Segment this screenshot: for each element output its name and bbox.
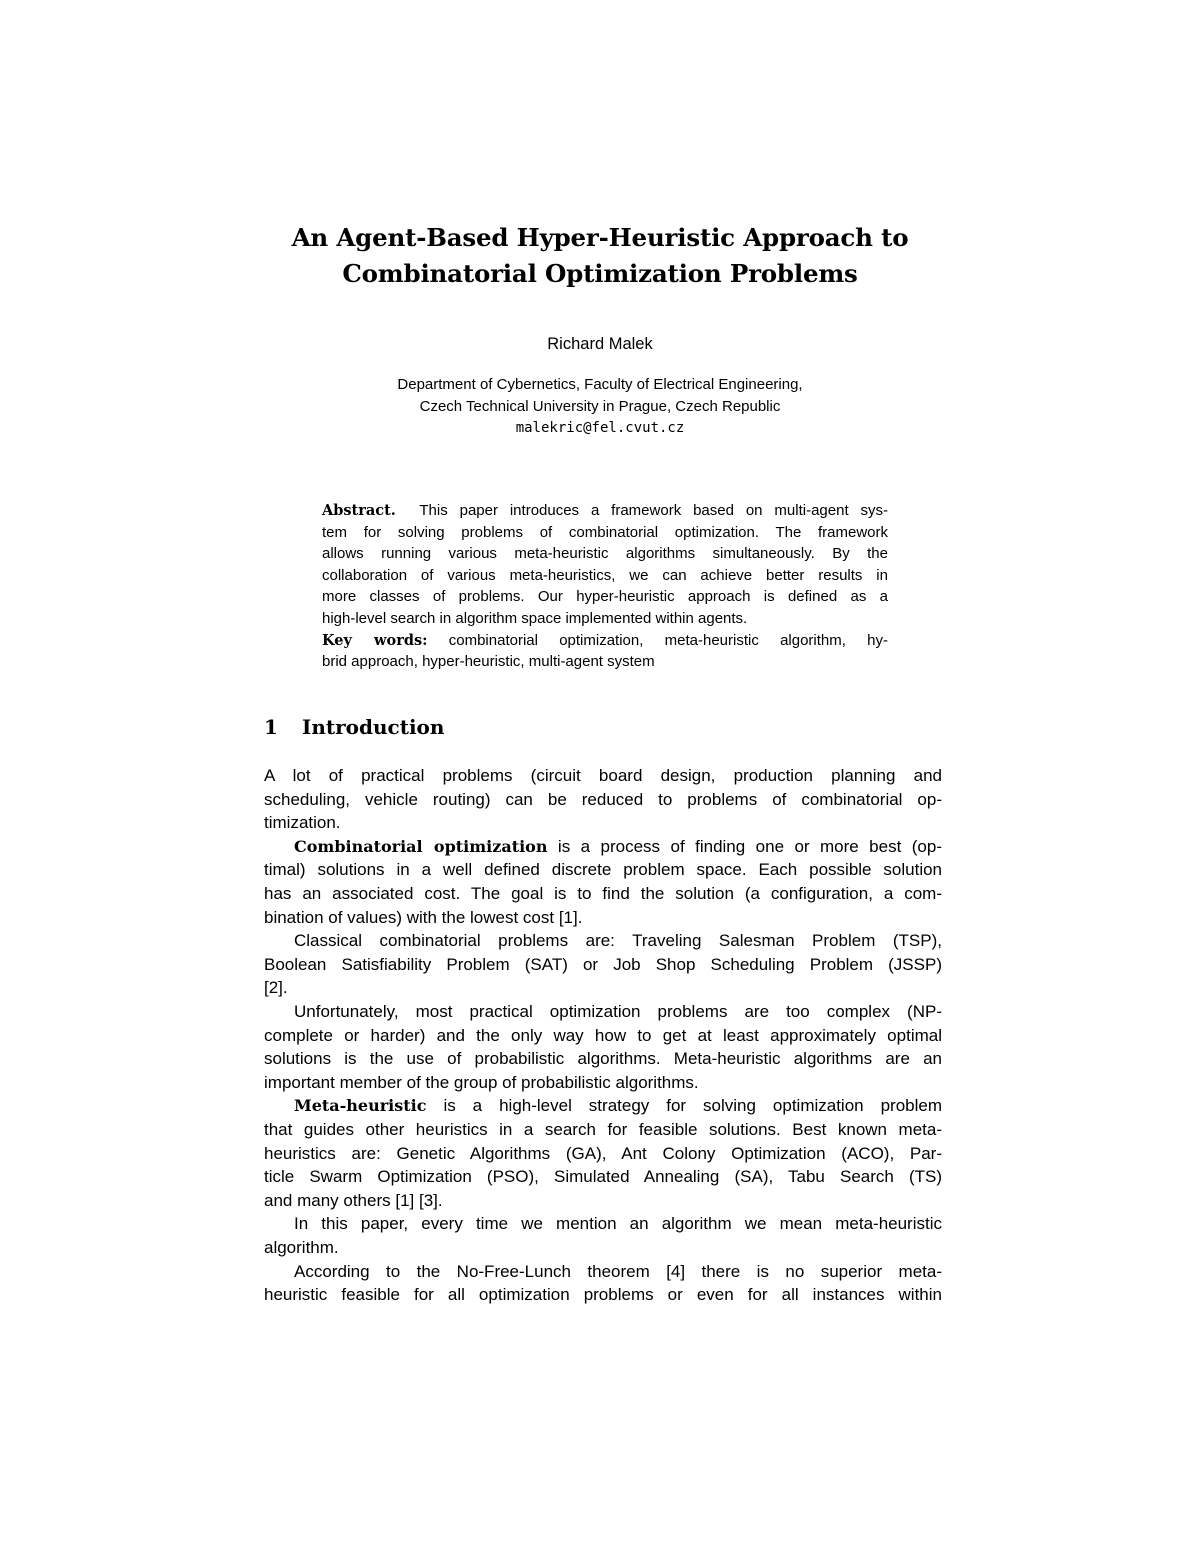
body-line: Classical combinatorial problems are: Traveling Salesman Problem (TSP),: [294, 931, 942, 951]
body-line: [294, 1094, 942, 1118]
keywords-label: Key words:: [322, 631, 428, 649]
body-line: [2].: [264, 978, 288, 998]
paper-title-line-1: An Agent-Based Hyper-Heuristic Approach to: [291, 223, 909, 252]
body-line: algorithm.: [264, 1238, 339, 1257]
body-line: According to the No-Free-Lunch theorem [4] there is no superior meta-: [294, 1261, 942, 1281]
body-line: important member of the group of probabilistic algorithms.: [264, 1072, 699, 1092]
author-name: Richard Malek: [547, 335, 653, 353]
body-line: A lot of practical problems (circuit board design, production planning and: [264, 766, 942, 785]
body-line: scheduling, vehicle routing) can be reduced to problems of combinatorial op-: [264, 789, 942, 809]
body-line: has an associated cost. The goal is to find the solution (a configuration, a com-: [264, 884, 942, 903]
body-line: Boolean Satisfiability Problem (SAT) or Job Shop Scheduling Problem (JSSP): [264, 954, 942, 974]
keywords-line: brid approach, hyper-heuristic, multi-agent system: [322, 653, 655, 671]
affiliation-line-1: Department of Cybernetics, Faculty of Electrical Engineering,: [397, 376, 803, 393]
body-line: that guides other heuristics in a search for feasible solutions. Best known meta-: [264, 1120, 942, 1139]
body-line: In this paper, every time we mention an algorithm we mean meta-heuristic: [294, 1214, 942, 1234]
term-combinatorial-optimization: Combinatorial optimization: [294, 836, 548, 856]
body-line: heuristics are: Genetic Algorithms (GA), Ant Colony Optimization (ACO), Par-: [264, 1143, 942, 1163]
term-meta-heuristic: Meta-heuristic: [294, 1096, 427, 1116]
section-title: Introduction: [302, 715, 445, 739]
abstract-text: This paper introduces a framework based on multi-agent sys-: [419, 502, 888, 519]
body-line: timal) solutions in a well defined discrete problem space. Each possible solution: [264, 860, 942, 880]
section-heading: [264, 713, 444, 741]
body-line: complete or harder) and the only way how to get at least approximately optimal: [264, 1025, 942, 1045]
section-number: 1: [264, 715, 278, 739]
body-line: Unfortunately, most practical optimization problems are too complex (NP-: [294, 1002, 942, 1021]
keywords-line: [322, 630, 888, 652]
body-line: timization.: [264, 813, 341, 833]
body-text: is a high-level strategy for solving optimization problem: [443, 1096, 942, 1116]
body-text: is a process of finding one or more best (op-: [557, 836, 942, 856]
body-line: [294, 835, 942, 859]
affiliation-line-2: Czech Technical University in Prague, Czech Republic: [419, 398, 781, 415]
author-email: malekric@fel.cvut.cz: [515, 420, 685, 436]
body-line: ticle Swarm Optimization (PSO), Simulated Annealing (SA), Tabu Search (TS): [264, 1167, 942, 1187]
abstract-line: [322, 500, 888, 522]
abstract-line: more classes of problems. Our hyper-heuristic approach is defined as a: [322, 588, 888, 606]
abstract-label: Abstract.: [322, 502, 396, 519]
body-line: heuristic feasible for all optimization problems or even for all instances within: [264, 1285, 942, 1305]
keywords-text: combinatorial optimization, meta-heuristic algorithm, hy-: [448, 631, 888, 649]
abstract-line: high-level search in algorithm space implemented within agents.: [322, 610, 748, 627]
body-line: bination of values) with the lowest cost [1].: [264, 907, 583, 927]
body-line: solutions is the use of probabilistic algorithms. Meta-heuristic algorithms are an: [264, 1049, 942, 1069]
paper-title-line-2: Combinatorial Optimization Problems: [342, 259, 858, 288]
abstract-line: tem for solving problems of combinatorial optimization. The framework: [322, 523, 888, 541]
abstract-line: collaboration of various meta-heuristics, we can achieve better results in: [322, 566, 888, 584]
abstract-line: allows running various meta-heuristic algorithms simultaneously. By the: [322, 545, 888, 563]
body-line: and many others [1] [3].: [264, 1190, 443, 1210]
